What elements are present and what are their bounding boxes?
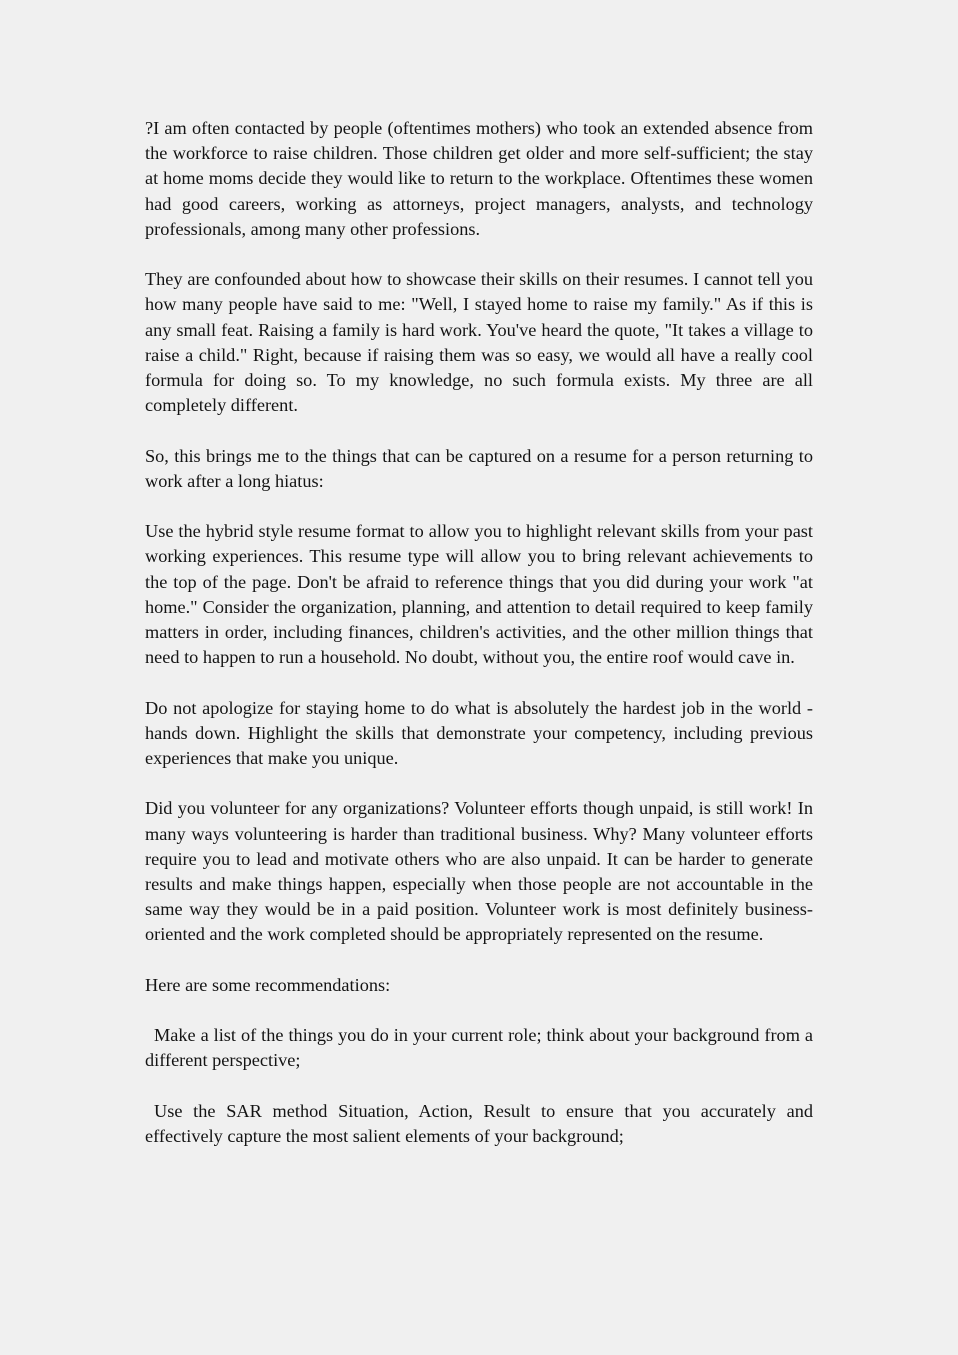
list-item-sar-method: Use the SAR method Situation, Action, Result to ensure that you accurately and effectively capture the most salient elements of your background; [145,1100,813,1146]
paragraph-volunteer: Did you volunteer for any organizations? Volunteer efforts though unpaid, is still work! In many ways volunteering is harder than traditional business. Why? Many volunteer efforts require you to lead and motivate others who are also unpaid. It can be harder to generate results and make things happen, especially when those people are not accountable in the same way they would be in a paid position. Volunteer work is most definitely business-oriented and the work completed should be appropriately represented on the resume. [145,798,813,945]
list-item-make-a-list: Make a list of the things you do in your current role; think about your background from a different perspective; [145,1025,813,1071]
document-body [145,116,813,1174]
paragraph-confounded: They are confounded about how to showcase their skills on their resumes. I cannot tell you how many people have said to me: "Well, I stayed home to raise my family." As if this is any small feat. Raising a family is hard work. You've heard the quote, "It takes a village to raise a child." Right, because if raising them was so easy, we would all have a really cool formula for doing so. To my knowledge, no such formula exists. My three are all completely different. [145,269,813,416]
paragraph-do-not-apologize: Do not apologize for staying home to do what is absolutely the hardest job in the world - hands down. Highlight the skills that demonstrate your competency, including previous experiences that make you unique. [145,697,813,769]
paragraph-recommendations-heading: Here are some recommendations: [145,974,391,995]
paragraph-hybrid-resume: Use the hybrid style resume format to allow you to highlight relevant skills from your past working experiences. This resume type will allow you to bring relevant achievements to the top of the page. Don't be afraid to reference things that you did during your work "at home." Consider the organization, planning, and attention to detail required to keep family matters in order, including finances, children's activities, and the other million things that need to happen to run a household. No doubt, without you, the entire roof would cave in. [145,521,813,668]
paragraph-things-captured: So, this brings me to the things that can be captured on a resume for a person returning to work after a long hiatus: [145,445,813,491]
paragraph-intro: ?I am often contacted by people (oftentimes mothers) who took an extended absence from the workforce to raise children. Those children get older and more self-sufficient; the stay at home moms decide they would like to return to the workplace. Oftentimes these women had good careers, working as attorneys, project managers, analysts, and technology professionals, among many other professions. [145,118,813,239]
